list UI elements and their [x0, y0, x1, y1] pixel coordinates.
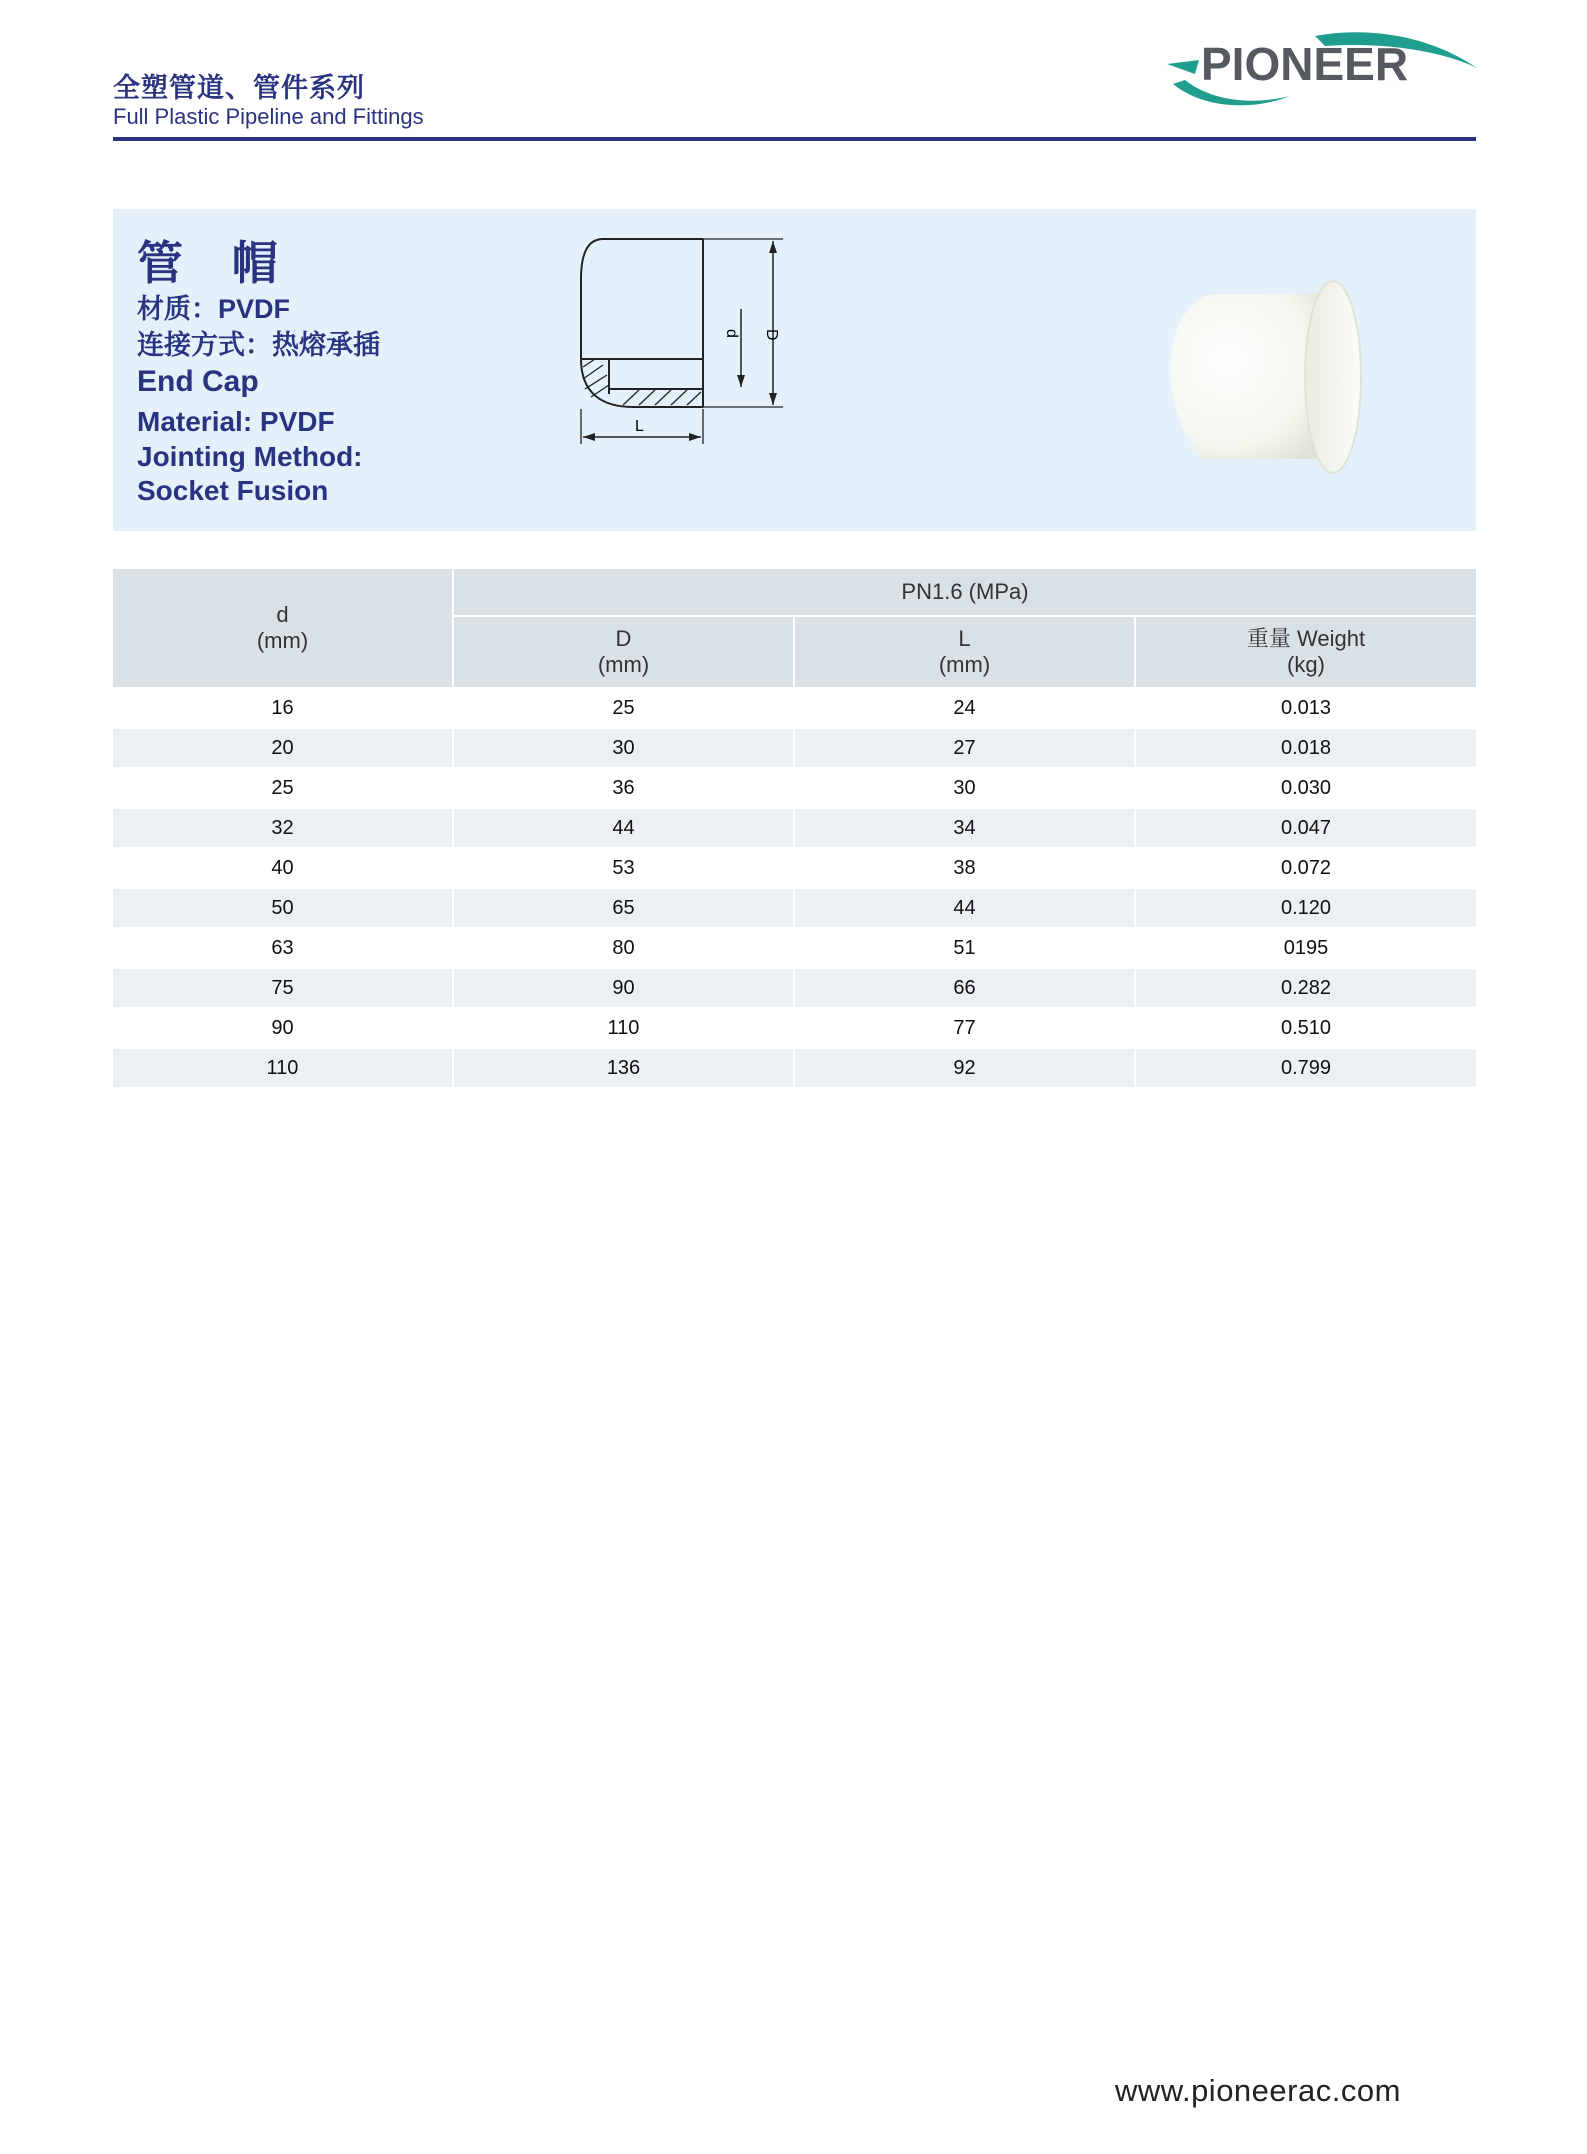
logo-arrow-icon: [1167, 60, 1199, 74]
header-L-label: L: [958, 626, 971, 651]
table-row: [113, 768, 1476, 808]
cell-D: 36: [453, 768, 794, 808]
series-title-cn: 全塑管道、管件系列: [113, 73, 365, 103]
cell-d: 25: [113, 768, 453, 808]
table-row: [113, 688, 1476, 728]
cell-L: 24: [794, 688, 1135, 728]
table-row: [113, 848, 1476, 888]
table-row: [113, 928, 1476, 968]
header-d: [113, 569, 453, 688]
cell-weight: 0.120: [1135, 888, 1476, 928]
cell-D: 44: [453, 808, 794, 848]
material-cn: 材质：PVDF: [137, 294, 291, 324]
header-D: [453, 616, 794, 688]
cell-weight: 0.282: [1135, 968, 1476, 1008]
end-cap-product-photo: [1153, 254, 1393, 494]
cell-L: 30: [794, 768, 1135, 808]
cell-D: 80: [453, 928, 794, 968]
header-divider: [113, 137, 1476, 141]
header-d-label: d: [276, 602, 289, 627]
cell-weight: 0.510: [1135, 1008, 1476, 1048]
cell-weight: 0.030: [1135, 768, 1476, 808]
table-row: [113, 1008, 1476, 1048]
material-en: Material: PVDF: [137, 406, 335, 437]
product-title-en: End Cap: [137, 365, 259, 398]
header-pressure-rating: PN1.6 (MPa): [453, 569, 1476, 616]
cell-D: 90: [453, 968, 794, 1008]
cell-D: 110: [453, 1008, 794, 1048]
cell-L: 51: [794, 928, 1135, 968]
header-d-unit: (mm): [256, 628, 309, 653]
cell-d: 63: [113, 928, 453, 968]
cell-L: 38: [794, 848, 1135, 888]
cell-L: 66: [794, 968, 1135, 1008]
cell-L: 27: [794, 728, 1135, 768]
header-weight-unit: (kg): [1287, 652, 1325, 677]
cell-d: 110: [113, 1048, 453, 1088]
cell-D: 53: [453, 848, 794, 888]
website-link[interactable]: www.pioneerac.com: [1115, 2073, 1401, 2108]
cell-weight: 0.799: [1135, 1048, 1476, 1088]
logo-text: PIONEER: [1201, 38, 1409, 90]
header-weight: [1135, 616, 1476, 688]
dimension-D-label: D: [763, 329, 780, 341]
cell-d: 90: [113, 1008, 453, 1048]
product-title-cn: 管 帽: [137, 237, 296, 289]
cell-L: 77: [794, 1008, 1135, 1048]
cell-d: 75: [113, 968, 453, 1008]
drawing-outer-outline: [581, 239, 703, 407]
table-row: [113, 728, 1476, 768]
cell-d: 16: [113, 688, 453, 728]
jointing-method-en-value: Socket Fusion: [137, 475, 329, 506]
cell-weight: 0.072: [1135, 848, 1476, 888]
cell-weight: 0.047: [1135, 808, 1476, 848]
cell-L: 92: [794, 1048, 1135, 1088]
cell-d: 32: [113, 808, 453, 848]
table-row: [113, 888, 1476, 928]
cell-L: 34: [794, 808, 1135, 848]
header-L-unit: (mm): [938, 652, 991, 677]
table-row: [113, 968, 1476, 1008]
dimension-d-label: d: [723, 329, 740, 338]
cell-D: 65: [453, 888, 794, 928]
cell-d: 20: [113, 728, 453, 768]
pioneer-logo: [1165, 22, 1485, 112]
jointing-method-cn: 连接方式：热熔承插: [137, 330, 380, 360]
product-panel: [113, 209, 1476, 531]
header-L: [794, 616, 1135, 688]
cell-D: 30: [453, 728, 794, 768]
drawing-hatch: [583, 359, 701, 405]
cell-d: 50: [113, 888, 453, 928]
series-title-en: Full Plastic Pipeline and Fittings: [113, 104, 424, 129]
specification-table: [113, 569, 1476, 1089]
cell-L: 44: [794, 888, 1135, 928]
table-row: [113, 808, 1476, 848]
table-row: [113, 1048, 1476, 1088]
cell-weight: 0.013: [1135, 688, 1476, 728]
header-D-label: D: [615, 626, 632, 651]
end-cap-technical-drawing: [573, 229, 953, 519]
cell-D: 25: [453, 688, 794, 728]
dimension-L-label: L: [635, 418, 644, 435]
jointing-method-en: Jointing Method:: [137, 441, 363, 472]
cell-weight: 0195: [1135, 928, 1476, 968]
header-weight-label: 重量 Weight: [1246, 626, 1366, 651]
cell-D: 136: [453, 1048, 794, 1088]
cell-d: 40: [113, 848, 453, 888]
header-D-unit: (mm): [597, 652, 650, 677]
cell-weight: 0.018: [1135, 728, 1476, 768]
